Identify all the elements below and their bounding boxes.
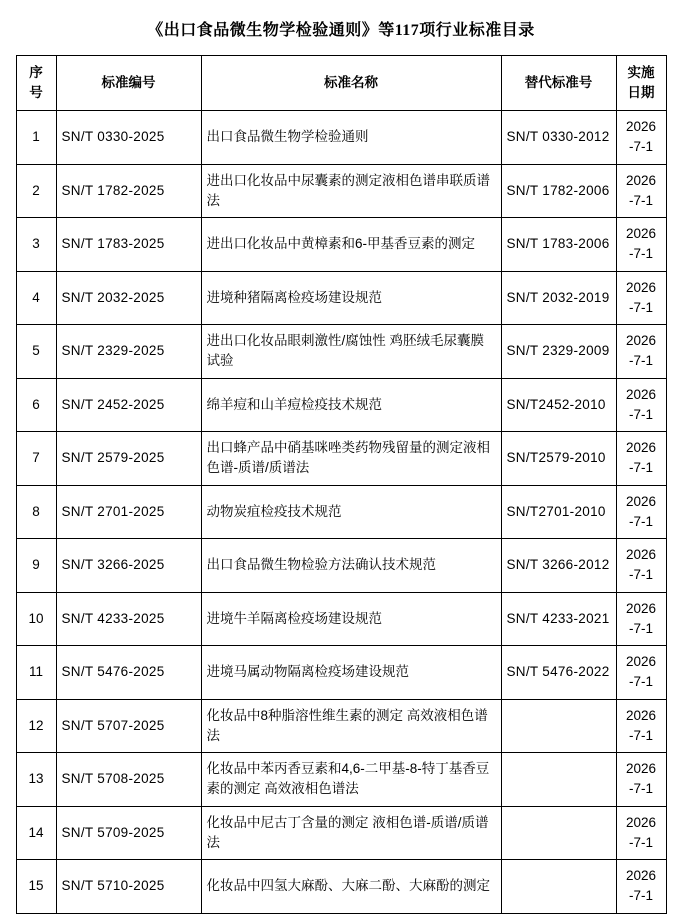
cell-sequence: 4 xyxy=(16,271,56,325)
cell-replaced: SN/T 5476-2022 xyxy=(501,646,616,700)
cell-sequence: 10 xyxy=(16,592,56,646)
table-row xyxy=(16,378,666,432)
cell-code: SN/T 5707-2025 xyxy=(56,699,201,753)
cell-date-line1: 2026 xyxy=(625,868,657,883)
cell-name: 绵羊痘和山羊痘检疫技术规范 xyxy=(201,378,501,432)
cell-sequence: 1 xyxy=(16,111,56,165)
cell-sequence: 13 xyxy=(16,753,56,807)
cell-replaced: SN/T2579-2010 xyxy=(501,432,616,486)
cell-code: SN/T 5476-2025 xyxy=(56,646,201,700)
column-header-date xyxy=(616,56,666,111)
cell-name: 进境种猪隔离检疫场建设规范 xyxy=(201,271,501,325)
cell-date xyxy=(616,164,666,218)
table-header xyxy=(16,56,666,111)
cell-date xyxy=(616,378,666,432)
cell-date xyxy=(616,218,666,272)
cell-date-line1: 2026 xyxy=(625,707,657,723)
cell-date xyxy=(616,806,666,860)
cell-date-line1: 2026 xyxy=(625,172,657,188)
cell-code: SN/T 2452-2025 xyxy=(56,378,201,432)
cell-date-line2: -7-1 xyxy=(628,353,653,369)
cell-date-line2: -7-1 xyxy=(628,192,653,208)
column-header-replaced: 替代标准号 xyxy=(501,56,616,111)
column-header-name: 标准名称 xyxy=(201,56,501,111)
cell-name: 进出口化妆品中尿囊素的测定液相色谱串联质谱法 xyxy=(201,164,501,218)
cell-date-line2: -7-1 xyxy=(628,460,653,476)
cell-date xyxy=(616,271,666,325)
cell-replaced xyxy=(501,860,616,914)
cell-name: 进出口化妆品中黄樟素和6-甲基香豆素的测定 xyxy=(201,218,501,272)
cell-replaced xyxy=(501,699,616,753)
cell-sequence: 6 xyxy=(16,378,56,432)
table-row xyxy=(16,485,666,539)
table-body xyxy=(16,111,666,914)
cell-date-line2: -7-1 xyxy=(628,781,653,797)
cell-code: SN/T 2701-2025 xyxy=(56,485,201,539)
cell-replaced: SN/T 1783-2006 xyxy=(501,218,616,272)
standards-table xyxy=(16,55,667,914)
cell-date-line1: 2026 xyxy=(625,333,657,348)
cell-date-line2: -7-1 xyxy=(628,246,653,262)
cell-date-line1: 2026 xyxy=(625,761,657,776)
cell-date-line2: -7-1 xyxy=(628,299,653,315)
cell-replaced: SN/T 1782-2006 xyxy=(501,164,616,218)
cell-replaced: SN/T 2032-2019 xyxy=(501,271,616,325)
table-row xyxy=(16,539,666,593)
cell-sequence: 2 xyxy=(16,164,56,218)
table-row xyxy=(16,111,666,165)
cell-sequence: 7 xyxy=(16,432,56,486)
cell-code: SN/T 5709-2025 xyxy=(56,806,201,860)
table-row xyxy=(16,592,666,646)
cell-date-line2: -7-1 xyxy=(628,834,653,850)
cell-replaced xyxy=(501,806,616,860)
cell-sequence: 5 xyxy=(16,325,56,379)
cell-date xyxy=(616,111,666,165)
cell-name: 出口食品微生物检验方法确认技术规范 xyxy=(201,539,501,593)
cell-name: 动物炭疽检疫技术规范 xyxy=(201,485,501,539)
cell-date-line1: 2026 xyxy=(625,440,657,455)
cell-name: 进出口化妆品眼刺激性/腐蚀性 鸡胚绒毛尿囊膜试验 xyxy=(201,325,501,379)
cell-code: SN/T 2032-2025 xyxy=(56,271,201,325)
table-row xyxy=(16,806,666,860)
table-header-row xyxy=(16,56,666,111)
column-header-sequence-line1: 序 xyxy=(29,65,43,81)
table-row xyxy=(16,699,666,753)
cell-sequence: 15 xyxy=(16,860,56,914)
cell-date xyxy=(616,646,666,700)
cell-sequence: 3 xyxy=(16,218,56,272)
cell-date-line1: 2026 xyxy=(625,493,657,509)
cell-date-line1: 2026 xyxy=(625,119,657,134)
cell-date-line1: 2026 xyxy=(625,654,657,669)
cell-date xyxy=(616,432,666,486)
cell-date xyxy=(616,592,666,646)
cell-date-line1: 2026 xyxy=(625,386,657,402)
cell-code: SN/T 1782-2025 xyxy=(56,164,201,218)
cell-date-line1: 2026 xyxy=(625,226,657,241)
table-row xyxy=(16,753,666,807)
column-header-sequence xyxy=(16,56,56,111)
cell-replaced xyxy=(501,753,616,807)
column-header-code: 标准编号 xyxy=(56,56,201,111)
cell-date-line2: -7-1 xyxy=(628,513,653,529)
cell-replaced: SN/T 0330-2012 xyxy=(501,111,616,165)
column-header-date-line2: 日期 xyxy=(627,85,655,100)
table-row xyxy=(16,218,666,272)
table-row xyxy=(16,646,666,700)
cell-date xyxy=(616,485,666,539)
cell-name: 化妆品中四氢大麻酚、大麻二酚、大麻酚的测定 xyxy=(201,860,501,914)
cell-code: SN/T 3266-2025 xyxy=(56,539,201,593)
cell-sequence: 11 xyxy=(16,646,56,700)
cell-name: 化妆品中尼古丁含量的测定 液相色谱-质谱/质谱法 xyxy=(201,806,501,860)
cell-sequence: 8 xyxy=(16,485,56,539)
page-title: 《出口食品微生物学检验通则》等117项行业标准目录 xyxy=(147,22,535,39)
cell-sequence: 14 xyxy=(16,806,56,860)
cell-replaced: SN/T 2329-2009 xyxy=(501,325,616,379)
cell-name: 出口食品微生物学检验通则 xyxy=(201,111,501,165)
cell-date-line1: 2026 xyxy=(625,600,657,616)
cell-code: SN/T 2329-2025 xyxy=(56,325,201,379)
column-header-sequence-line2: 号 xyxy=(29,85,43,100)
table-row xyxy=(16,860,666,914)
cell-name: 出口蜂产品中硝基咪唑类药物残留量的测定液相色谱-质谱/质谱法 xyxy=(201,432,501,486)
cell-replaced: SN/T2452-2010 xyxy=(501,378,616,432)
table-row xyxy=(16,325,666,379)
cell-date xyxy=(616,699,666,753)
cell-date-line2: -7-1 xyxy=(628,567,653,583)
table-row xyxy=(16,271,666,325)
cell-date-line1: 2026 xyxy=(625,814,657,830)
column-header-date-line1: 实施 xyxy=(627,65,655,81)
cell-name: 化妆品中8种脂溶性维生素的测定 高效液相色谱法 xyxy=(201,699,501,753)
cell-name: 化妆品中苯丙香豆素和4,6-二甲基-8-特丁基香豆素的测定 高效液相色谱法 xyxy=(201,753,501,807)
cell-code: SN/T 5708-2025 xyxy=(56,753,201,807)
cell-date-line2: -7-1 xyxy=(628,888,653,904)
cell-code: SN/T 4233-2025 xyxy=(56,592,201,646)
cell-replaced: SN/T 4233-2021 xyxy=(501,592,616,646)
cell-date-line2: -7-1 xyxy=(628,620,653,636)
cell-code: SN/T 1783-2025 xyxy=(56,218,201,272)
cell-sequence: 12 xyxy=(16,699,56,753)
cell-date-line2: -7-1 xyxy=(628,727,653,743)
cell-date xyxy=(616,860,666,914)
cell-code: SN/T 0330-2025 xyxy=(56,111,201,165)
cell-date-line2: -7-1 xyxy=(628,674,653,690)
cell-name: 进境牛羊隔离检疫场建设规范 xyxy=(201,592,501,646)
cell-replaced: SN/T2701-2010 xyxy=(501,485,616,539)
cell-date-line1: 2026 xyxy=(625,279,657,295)
cell-code: SN/T 5710-2025 xyxy=(56,860,201,914)
table-row xyxy=(16,432,666,486)
cell-name: 进境马属动物隔离检疫场建设规范 xyxy=(201,646,501,700)
cell-date-line2: -7-1 xyxy=(628,406,653,422)
cell-date-line1: 2026 xyxy=(625,547,657,562)
cell-date xyxy=(616,325,666,379)
cell-date xyxy=(616,753,666,807)
cell-sequence: 9 xyxy=(16,539,56,593)
cell-date-line2: -7-1 xyxy=(628,139,653,155)
cell-replaced: SN/T 3266-2012 xyxy=(501,539,616,593)
cell-code: SN/T 2579-2025 xyxy=(56,432,201,486)
cell-date xyxy=(616,539,666,593)
table-row xyxy=(16,164,666,218)
